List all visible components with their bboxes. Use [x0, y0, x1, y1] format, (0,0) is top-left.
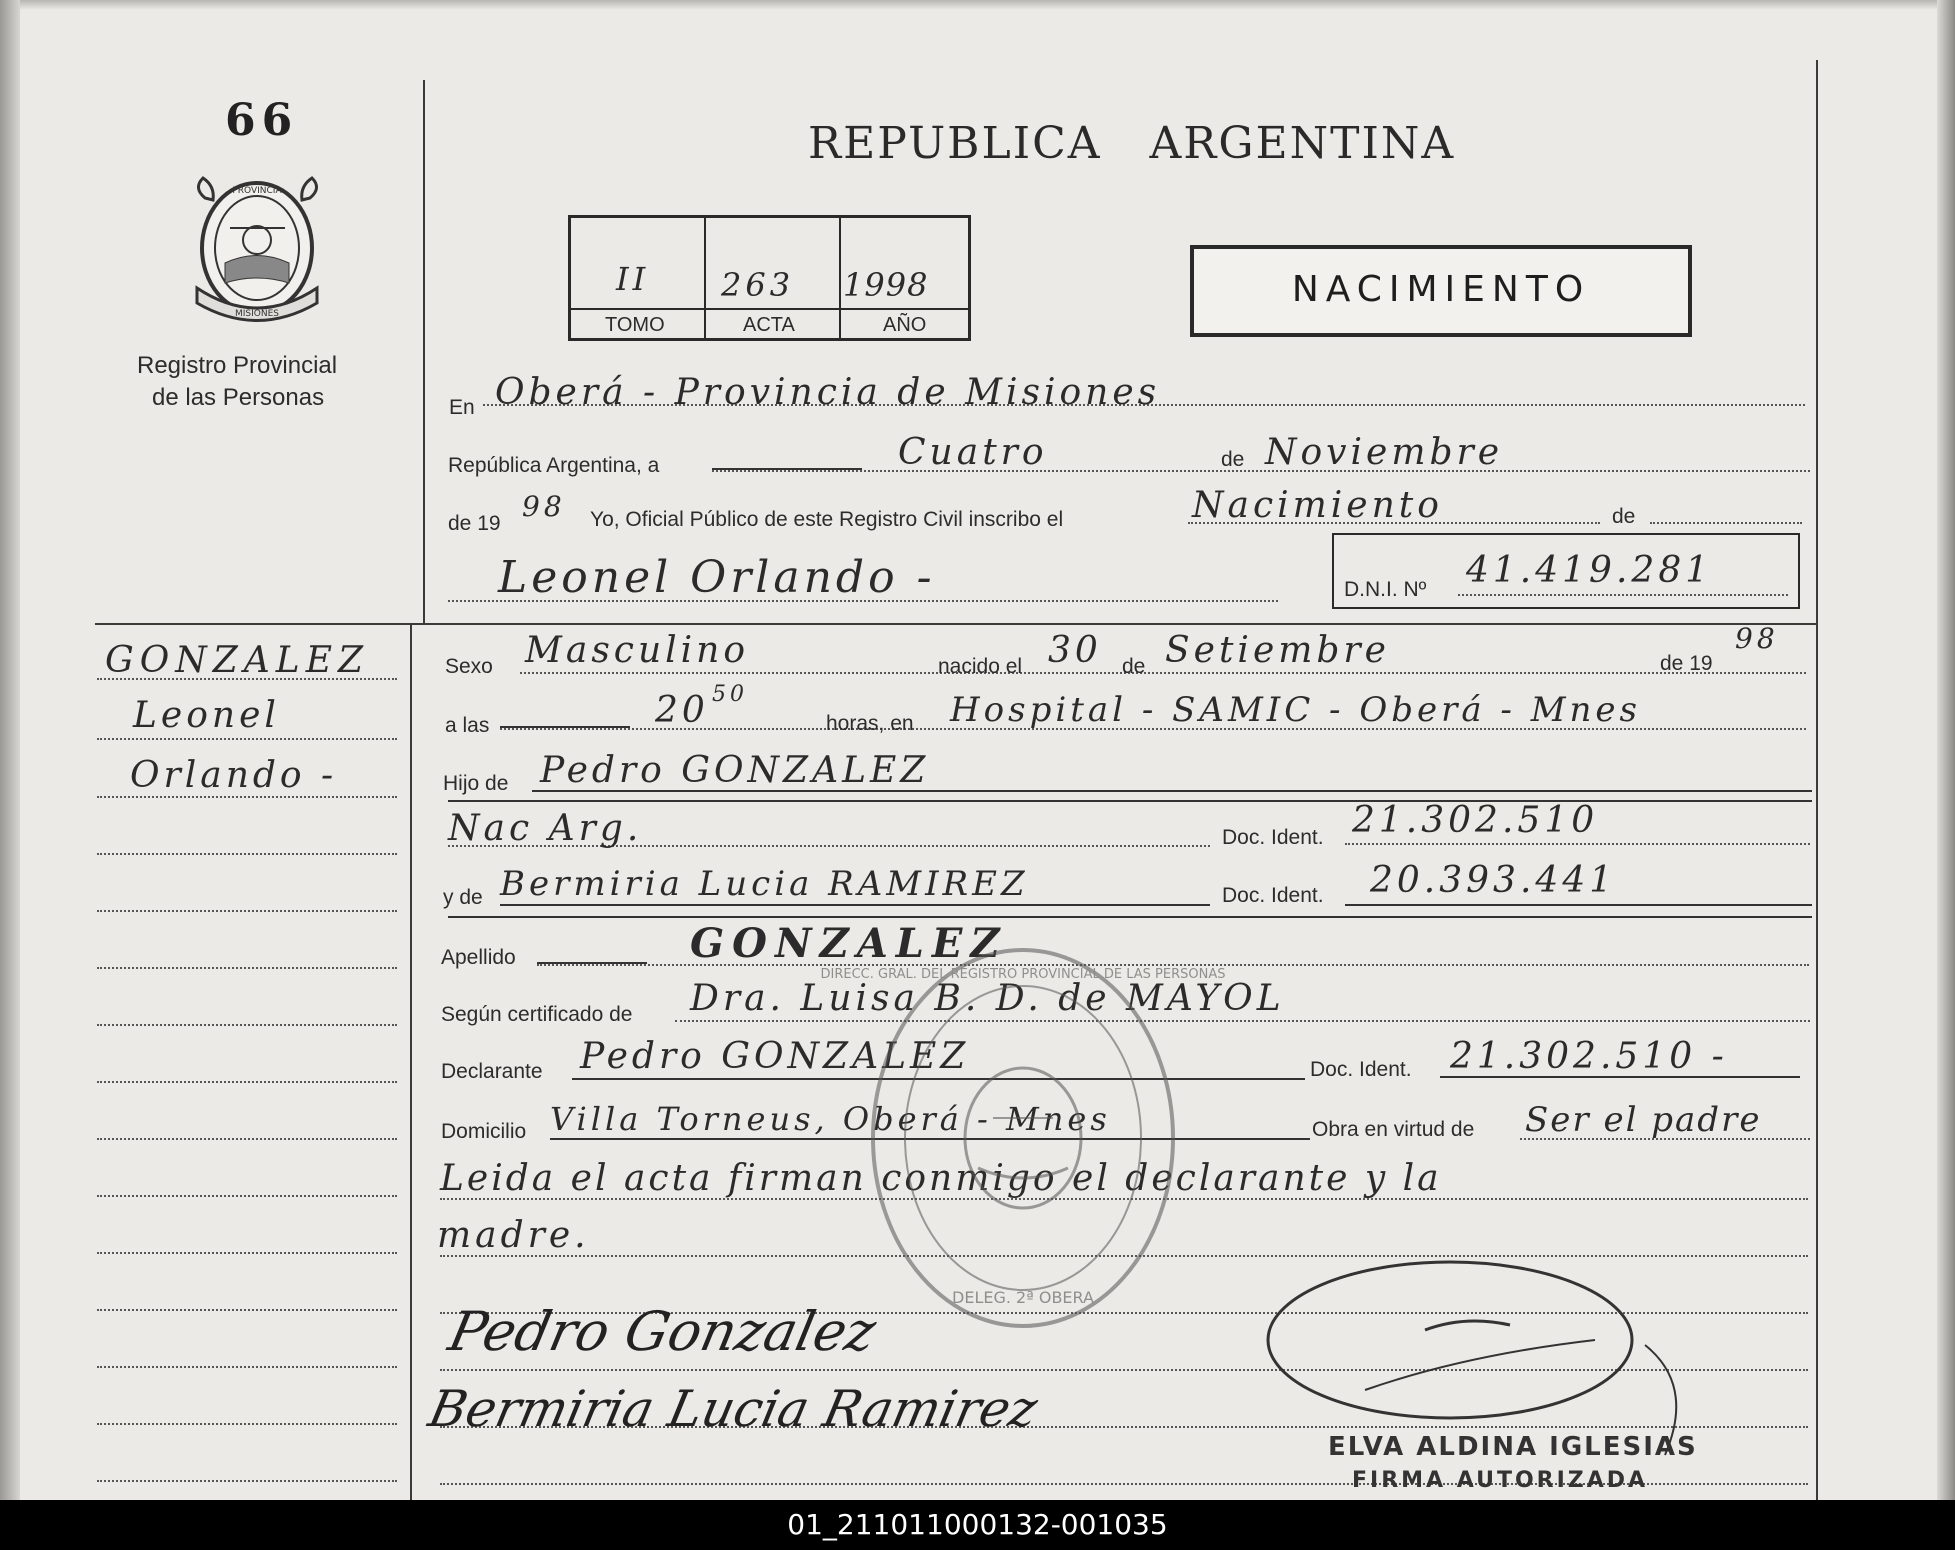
- margin-note-line-1: GONZALEZ: [105, 640, 369, 681]
- horas-label: horas, en: [826, 712, 914, 735]
- tomo-label: TOMO: [605, 314, 665, 336]
- de-line-2: [1650, 522, 1802, 524]
- margin-rule: [97, 1423, 397, 1425]
- registry-line-1: Registro Provincial: [137, 352, 338, 379]
- de-label-3: de: [1122, 655, 1146, 678]
- doc-label-declarante: Doc. Ident.: [1310, 1058, 1412, 1081]
- margin-rule: [97, 1024, 397, 1026]
- footer-id-text: 01_211011000132-001035: [787, 1508, 1168, 1541]
- anio-label: AÑO: [883, 314, 927, 336]
- frame-vline-upper: [423, 80, 425, 625]
- republica-label: República Argentina, a: [448, 454, 660, 477]
- official-title: FIRMA AUTORIZADA: [1352, 1468, 1649, 1493]
- declarante-doc: 21.302.510 -: [1450, 1036, 1728, 1077]
- oficial-label: Yo, Oficial Público de este Registro Civil inscribo el: [590, 508, 1064, 531]
- de-label-1: de: [1221, 448, 1245, 471]
- margin-rule: [97, 967, 397, 969]
- footer-id-bar: [0, 1500, 1955, 1550]
- margin-note-line-2: Leonel: [133, 695, 280, 736]
- record-box-hline: [571, 308, 968, 310]
- obra-value: Ser el padre: [1525, 1100, 1762, 1140]
- declarante-value: Pedro GONZALEZ: [580, 1036, 970, 1077]
- leida-text-1: Leida el acta firman conmigo el declarante y la: [440, 1158, 1442, 1199]
- margin-rule: [97, 796, 397, 798]
- certificado-value: Dra. Luisa B. D. de MAYOL: [690, 978, 1285, 1019]
- margin-rule: [97, 678, 397, 680]
- doc-label-mother: Doc. Ident.: [1222, 884, 1324, 907]
- anio-value: 1998: [843, 266, 929, 304]
- apellido-label: Apellido: [441, 946, 516, 969]
- seal-outer-text: DIRECC. GRAL. DEL REGISTRO PROVINCIAL DE LAS PERSONAS: [820, 967, 1226, 982]
- sexo-value: Masculino: [525, 630, 750, 671]
- apellido-value: GONZALEZ: [690, 920, 1008, 967]
- father-signature: Pedro Gonzalez: [443, 1300, 882, 1363]
- record-box-divider-1: [704, 218, 706, 341]
- alas-label: a las: [445, 714, 490, 737]
- hijo-line-2: [448, 800, 1812, 802]
- record-box: [568, 215, 971, 341]
- alas-underline: [500, 726, 630, 728]
- sexo-label: Sexo: [445, 655, 493, 678]
- emblem-top-text: PROVINCIA: [232, 186, 282, 196]
- record-box-divider-2: [839, 218, 841, 341]
- page-number: 66: [225, 95, 299, 146]
- yde-label: y de: [443, 886, 483, 909]
- obra-label: Obra en virtud de: [1312, 1118, 1475, 1141]
- page-top-edge: [0, 0, 1955, 10]
- father-nat: Nac Arg.: [448, 808, 643, 849]
- margin-rule: [97, 853, 397, 855]
- province-emblem-icon: [185, 168, 330, 323]
- name-value: Leonel Orlando -: [498, 552, 936, 603]
- hijo-label: Hijo de: [443, 772, 509, 795]
- year-value: 98: [522, 490, 566, 523]
- official-name: ELVA ALDINA IGLESIAS: [1328, 1432, 1698, 1462]
- act-value: Nacimiento: [1192, 485, 1443, 526]
- acta-value: 263: [721, 266, 795, 304]
- day-value: Cuatro: [898, 432, 1048, 473]
- nacido-label: nacido el: [938, 655, 1023, 678]
- en-label: En: [449, 396, 475, 419]
- certificado-line: [675, 1020, 1810, 1022]
- birth-day: 30: [1048, 630, 1102, 671]
- acta-label: ACTA: [743, 314, 795, 336]
- emblem-bottom-text: MISIONES: [234, 309, 280, 319]
- tomo-value: II: [616, 260, 650, 298]
- mother-value: Bermiria Lucia RAMIREZ: [500, 864, 1029, 904]
- dni-value: 41.419.281: [1466, 550, 1713, 591]
- country-title: REPUBLICA ARGENTINA: [808, 118, 1456, 169]
- republica-underline: [712, 468, 862, 470]
- hour-value: 20: [655, 690, 709, 731]
- place-value: Hospital - SAMIC - Oberá - Mnes: [950, 690, 1641, 730]
- mother-doc: 20.393.441: [1370, 860, 1617, 901]
- doc-label-father: Doc. Ident.: [1222, 826, 1324, 849]
- mother-signature: Bermiria Lucia Ramirez: [423, 1380, 1043, 1438]
- margin-rule: [97, 1480, 397, 1482]
- frame-vline-right: [1816, 60, 1818, 1500]
- sexo-line: [520, 672, 1806, 674]
- republica-line: [712, 470, 1810, 472]
- frame-vline-lower: [410, 625, 412, 1500]
- margin-rule: [97, 910, 397, 912]
- frame-hline-mid: [95, 623, 1817, 625]
- margin-note-line-3: Orlando -: [130, 755, 338, 796]
- mother-doc-line: [1345, 904, 1812, 906]
- margin-rule: [97, 738, 397, 740]
- margin-rule: [97, 1195, 397, 1197]
- minute-value: 50: [712, 682, 748, 707]
- document-type-box: [1190, 245, 1692, 337]
- birth-month: Setiembre: [1165, 630, 1390, 671]
- certificado-label: Según certificado de: [441, 1003, 633, 1026]
- father-doc: 21.302.510: [1352, 800, 1599, 841]
- domicilio-value: Villa Torneus, Oberá - Mnes: [550, 1100, 1111, 1138]
- de19-label-2: de 19: [1660, 652, 1713, 675]
- seal-inner-text: DELEG. 2ª OBERA: [952, 1288, 1094, 1307]
- month-value: Noviembre: [1265, 432, 1504, 473]
- page-left-edge: [0, 0, 20, 1500]
- de-label-2: de: [1612, 505, 1636, 528]
- father-value: Pedro GONZALEZ: [540, 750, 930, 791]
- mother-line-2: [448, 916, 1812, 918]
- father-doc-line: [1345, 843, 1810, 845]
- mother-line: [500, 904, 1210, 906]
- birth-year: 98: [1735, 622, 1779, 655]
- dni-line: [1458, 594, 1788, 596]
- page-right-edge: [1937, 0, 1955, 1500]
- margin-rule: [97, 1309, 397, 1311]
- de19-label: de 19: [448, 512, 501, 535]
- leida-text-2: madre.: [437, 1215, 590, 1256]
- margin-rule: [97, 1252, 397, 1254]
- domicilio-label: Domicilio: [441, 1120, 527, 1143]
- en-value: Oberá - Provincia de Misiones: [495, 372, 1161, 413]
- dni-label: D.N.I. Nº: [1344, 578, 1427, 601]
- margin-rule: [97, 1138, 397, 1140]
- document-type-label: NACIMIENTO: [1291, 269, 1591, 310]
- margin-rule: [97, 1081, 397, 1083]
- margin-rule: [97, 1366, 397, 1368]
- declarante-label: Declarante: [441, 1060, 543, 1083]
- registry-line-2: de las Personas: [152, 384, 325, 411]
